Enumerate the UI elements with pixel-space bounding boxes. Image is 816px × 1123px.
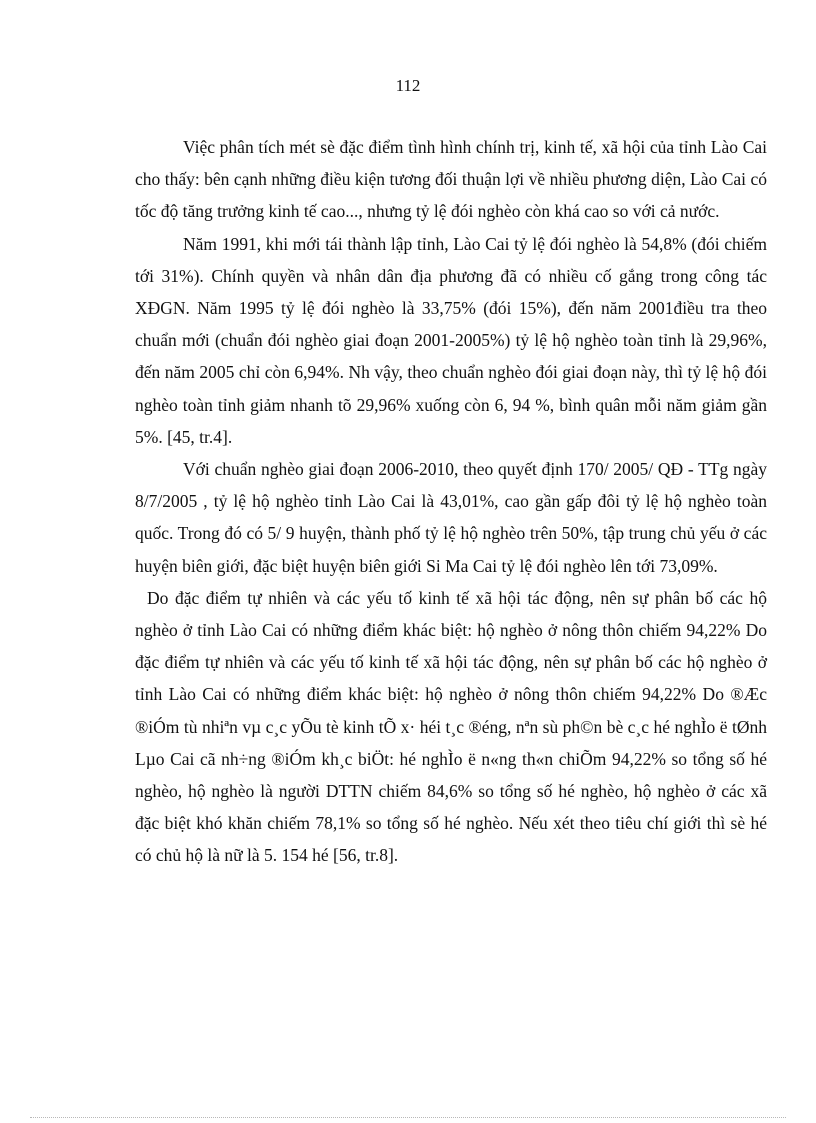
paragraph-4: Do đặc điểm tự nhiên và các yếu tố kinh tế xã hội tác động, nên sự phân bố các hộ nghèo ở tỉnh Lào Cai có những điểm khác biệt: hộ nghèo ở nông thôn chiếm 94,22% Do đặc điểm tự nhiên và các yếu tố kinh tế xã hội tác động, nên sự phân bố các hộ nghèo ở tỉnh Lào Cai có những điểm khác biệt: hộ nghèo ở nông thôn chiếm 94,22% Do ®Æc ®iÓm tù nhiªn vµ c¸c yÕu tè kinh tÕ x· héi t¸c ®éng, nªn sù ph©n bè c¸c hé nghÌo ë tØnh Lµo Cai cã nh÷ng ®iÓm kh¸c biÖt: hé nghÌo ë n«ng th«n chiÕm 94,22% so tổng số hé nghèo, hộ nghèo là người DTTN chiếm 84,6% so tổng số hé nghèo, hộ nghèo ở các xã đặc biệt khó khăn chiếm 78,1% so tổng số hé nghèo. Nếu xét theo tiêu chí giới thì sè hé có chủ hộ là nữ là 5. 154 hé [56, tr.8].	[135, 587, 767, 866]
paragraph-2: Năm 1991, khi mới tái thành lập tỉnh, Lào Cai tỷ lệ đói nghèo là 54,8% (đói chiếm tới 31%). Chính quyền và nhân dân địa phương đã có nhiều cố gắng trong công tác XĐGN. Năm 1995 tỷ lệ đói nghèo là 33,75% (đói 15%), đến năm 2001điều tra theo chuẩn mới (chuẩn đói nghèo giai đoạn 2001-2005%) tỷ lệ hộ nghèo toàn tỉnh là 29,96%, đến năm 2005 chỉ còn 6,94%. Nh vậy, theo chuẩn nghèo đói giai đoạn này, thì tỷ lệ hộ đói nghèo toàn tỉnh giảm nhanh tõ 29,96% xuống còn 6, 94 %, bình quân mỗi năm giảm gần 5%. [45, tr.4].	[135, 233, 767, 447]
paragraph-3: Với chuẩn nghèo giai đoạn 2006-2010, theo quyết định 170/ 2005/ QĐ - TTg ngày 8/7/2005 , tỷ lệ hộ nghèo tỉnh Lào Cai là 43,01%, cao gần gấp đôi tỷ lệ hộ nghèo toàn quốc. Trong đó có 5/ 9 huyện, thành phố tỷ lệ hộ nghèo trên 50%, tập trung chủ yếu ở các huyện biên giới, đặc biệt huyện biên giới Si Ma Cai tỷ lệ đói nghèo lên tới 73,09%.	[135, 459, 767, 576]
paragraph-1: Việc phân tích mét sè đặc điểm tình hình chính trị, kinh tế, xã hội của tỉnh Lào Cai cho thấy: bên cạnh những điều kiện tương đối thuận lợi về nhiều phương diện, Lào Cai có tốc độ tăng trưởng kinh tế cao..., nhưng tỷ lệ đói nghèo còn khá cao so với cả nước.	[135, 137, 767, 222]
page-bottom-divider	[30, 1117, 786, 1118]
body-text	[135, 131, 767, 872]
page-number: 112	[395, 76, 421, 95]
